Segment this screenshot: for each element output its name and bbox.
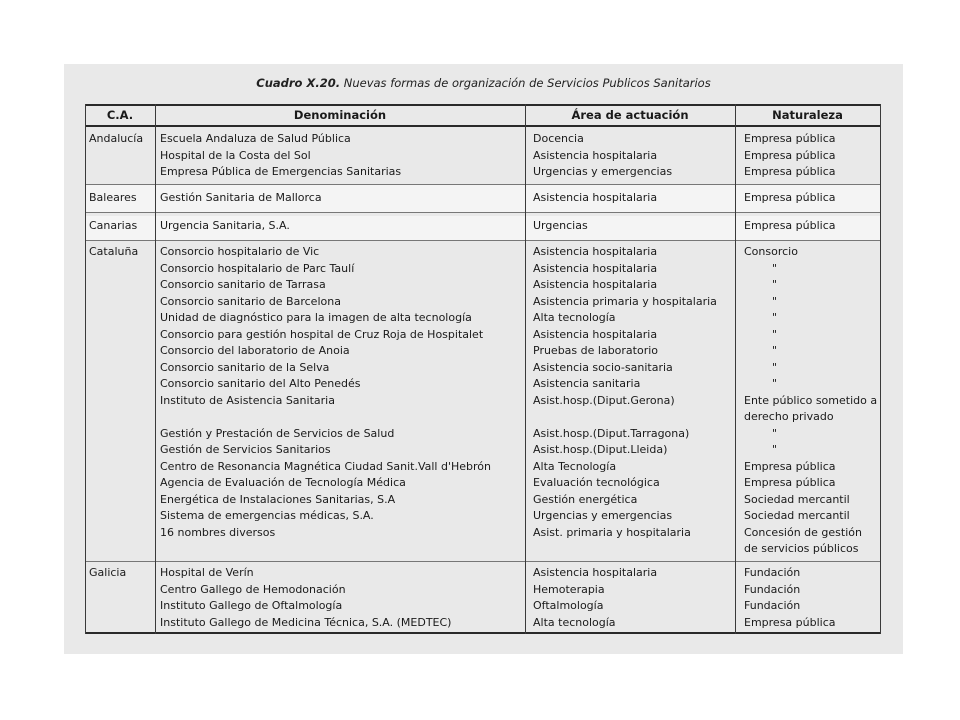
denominacion-column <box>160 244 491 541</box>
naturaleza-column <box>744 244 879 558</box>
ca-label: Baleares <box>89 191 137 204</box>
denominacion-cell: Consorcio sanitario de Barcelona <box>160 294 341 308</box>
group-separator <box>85 212 881 213</box>
ca-label: Galicia <box>89 566 127 579</box>
denominacion-cell: Empresa Pública de Emergencias Sanitarias <box>160 165 402 178</box>
denominacion-column <box>160 565 451 631</box>
area-cell: Urgencias <box>533 219 588 232</box>
group-separator <box>85 240 881 241</box>
caption-label: Cuadro X.20. <box>256 76 341 90</box>
area-cell: Alta tecnología <box>533 615 616 629</box>
area-cell: Asist.hosp.(Diput.Gerona) <box>533 393 675 407</box>
naturaleza-cell: Empresa pública <box>744 615 836 629</box>
naturaleza-cell: Empresa pública <box>744 191 836 204</box>
denominacion-cell: Unidad de diagnóstico para la imagen de alta tecnología <box>160 311 472 324</box>
denominacion-cell: Gestión Sanitaria de Mallorca <box>160 191 322 204</box>
area-cell: Asistencia hospitalaria <box>533 245 658 258</box>
denominacion-cell: Consorcio hospitalario de Vic <box>160 245 320 258</box>
ditto-mark: " <box>772 360 778 374</box>
area-cell: Urgencias y emergencias <box>533 165 673 178</box>
denominacion-cell: Hospital de la Costa del Sol <box>160 148 311 162</box>
denominacion-cell: Instituto Gallego de Oftalmología <box>160 599 343 612</box>
naturaleza-cell: Empresa pública <box>744 459 836 473</box>
area-cell: Asistencia socio-sanitaria <box>533 360 673 374</box>
area-column <box>533 218 588 235</box>
column-rule <box>525 104 526 634</box>
area-cell: Asistencia primaria y hospitalaria <box>533 294 717 308</box>
denominacion-cell: Gestión y Prestación de Servicios de Salud <box>160 426 395 440</box>
naturaleza-column <box>744 565 879 631</box>
denominacion-cell: Consorcio sanitario de Tarrasa <box>160 278 326 291</box>
table-caption <box>64 76 903 90</box>
denominacion-cell: Sistema de emergencias médicas, S.A. <box>160 509 374 522</box>
scanned-page <box>64 64 903 654</box>
denominacion-cell: Instituto Gallego de Medicina Técnica, S.A. (MEDTEC) <box>160 615 452 629</box>
ditto-mark: " <box>772 278 778 291</box>
denominacion-column <box>160 131 401 181</box>
group-separator <box>85 184 881 185</box>
denominacion-cell: Urgencia Sanitaria, S.A. <box>160 219 290 232</box>
group-separator <box>85 561 881 562</box>
naturaleza-column <box>744 218 879 235</box>
naturaleza-cell: Consorcio <box>744 245 798 258</box>
ditto-mark: " <box>772 261 778 275</box>
area-cell: Asistencia hospitalaria <box>533 327 658 341</box>
denominacion-cell: Consorcio sanitario de la Selva <box>160 360 330 374</box>
organization-table <box>85 104 881 634</box>
area-column <box>533 131 672 181</box>
column-rule <box>155 104 156 634</box>
denominacion-column <box>160 218 290 235</box>
denominacion-cell: Hospital de Verín <box>160 566 254 579</box>
area-cell: Asistencia hospitalaria <box>533 191 658 204</box>
area-cell: Evaluación tecnológica <box>533 476 660 489</box>
denominacion-cell: Gestión de Servicios Sanitarios <box>160 443 331 456</box>
area-column <box>533 565 657 631</box>
denominacion-cell: Consorcio hospitalario de Parc Taulí <box>160 261 355 275</box>
ca-label: Andalucía <box>89 132 144 145</box>
naturaleza-cell: Fundación <box>744 566 801 579</box>
header-ca: C.A. <box>106 108 134 122</box>
ditto-mark: " <box>772 344 778 357</box>
ca-label: Canarias <box>89 219 138 232</box>
naturaleza-cell: Empresa pública <box>744 132 836 145</box>
naturaleza-column <box>744 190 879 207</box>
denominacion-cell: Energética de Instalaciones Sanitarias, S.A <box>160 492 396 506</box>
ditto-mark: " <box>772 377 778 390</box>
column-rule <box>880 104 881 634</box>
area-cell: Alta Tecnología <box>533 459 617 473</box>
area-cell: Asistencia hospitalaria <box>533 566 658 579</box>
area-cell: Oftalmología <box>533 599 604 612</box>
denominacion-cell: Consorcio del laboratorio de Anoia <box>160 344 350 357</box>
naturaleza-cell: Empresa pública <box>744 219 836 232</box>
caption-title: Nuevas formas de organización de Servicios Publicos Sanitarios <box>343 76 711 90</box>
header-area: Área de actuación <box>571 108 689 122</box>
area-cell: Asistencia hospitalaria <box>533 278 658 291</box>
ditto-mark: " <box>772 327 778 341</box>
naturaleza-cell: Sociedad mercantil <box>744 509 850 522</box>
naturaleza-cell: Fundación <box>744 599 801 612</box>
ditto-mark: " <box>772 443 778 456</box>
area-column <box>533 190 657 207</box>
header-rule <box>85 125 881 127</box>
denominacion-cell: Agencia de Evaluación de Tecnología Médica <box>160 476 406 489</box>
naturaleza-cell: Empresa pública <box>744 165 836 178</box>
header-naturaleza: Naturaleza <box>772 108 843 122</box>
column-rule <box>85 104 86 634</box>
table-bottom-rule <box>85 632 881 634</box>
naturaleza-cell: Sociedad mercantil <box>744 492 850 506</box>
denominacion-cell: Consorcio para gestión hospital de Cruz Roja de Hospitalet <box>160 327 484 341</box>
column-rule <box>735 104 736 634</box>
denominacion-cell: Instituto de Asistencia Sanitaria <box>160 393 335 407</box>
area-cell: Gestión energética <box>533 492 638 506</box>
area-cell: Alta tecnología <box>533 311 616 324</box>
denominacion-cell: 16 nombres diversos <box>160 525 276 539</box>
area-cell: Urgencias y emergencias <box>533 509 673 522</box>
header-denominacion: Denominación <box>293 108 387 122</box>
denominacion-column <box>160 190 322 207</box>
area-cell: Asistencia hospitalaria <box>533 261 658 275</box>
area-cell: Asist.hosp.(Diput.Lleida) <box>533 443 668 456</box>
ca-label: Cataluña <box>89 245 139 258</box>
area-cell: Pruebas de laboratorio <box>533 344 659 357</box>
denominacion-cell: Centro Gallego de Hemodonación <box>160 582 346 596</box>
ditto-mark: " <box>772 426 778 440</box>
area-cell: Asistencia hospitalaria <box>533 148 658 162</box>
naturaleza-cell: Empresa pública <box>744 476 836 489</box>
naturaleza-cell: Concesión de gestión de servicios públicos <box>744 525 862 555</box>
naturaleza-cell: Fundación <box>744 582 801 596</box>
ditto-mark: " <box>772 311 778 324</box>
denominacion-cell: Consorcio sanitario del Alto Penedés <box>160 377 361 390</box>
area-cell: Hemoterapia <box>533 582 605 596</box>
area-column <box>533 244 717 541</box>
naturaleza-column <box>744 131 879 181</box>
ditto-mark: " <box>772 294 778 308</box>
naturaleza-cell: Ente público sometido a derecho privado <box>744 393 878 423</box>
denominacion-cell: Centro de Resonancia Magnética Ciudad Sanit.Vall d'Hebrón <box>160 459 491 473</box>
area-cell: Docencia <box>533 132 584 145</box>
naturaleza-cell: Empresa pública <box>744 148 836 162</box>
area-cell: Asist. primaria y hospitalaria <box>533 525 691 539</box>
denominacion-cell: Escuela Andaluza de Salud Pública <box>160 132 351 145</box>
area-cell: Asistencia sanitaria <box>533 377 641 390</box>
area-cell: Asist.hosp.(Diput.Tarragona) <box>533 426 690 440</box>
